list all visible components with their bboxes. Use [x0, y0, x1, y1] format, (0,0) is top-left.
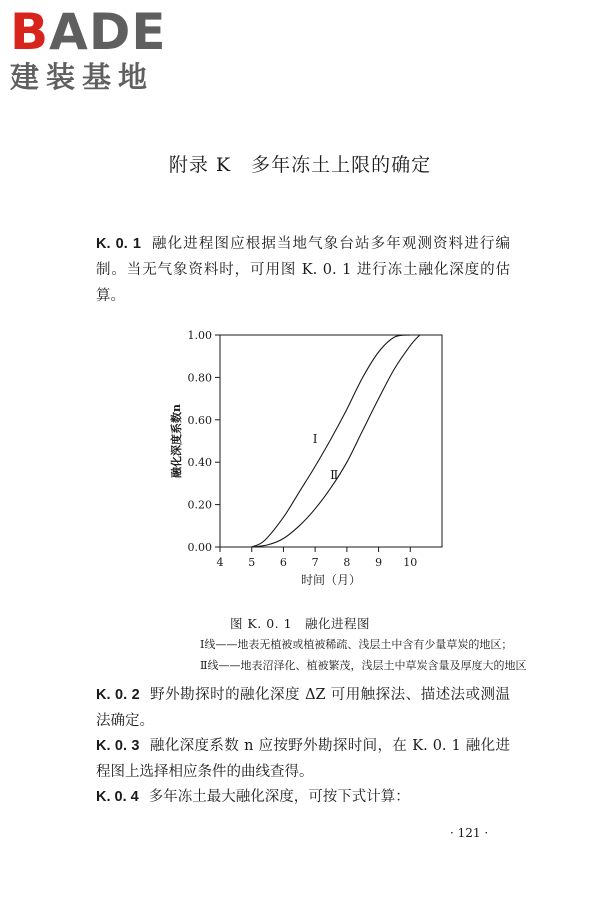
y-axis — [188, 329, 221, 554]
clause-k03 — [96, 733, 510, 785]
clause-k02 — [96, 682, 510, 734]
clause-text: 融化深度系数 n 应按野外勘探时间，在 K. 0. 1 融化进程图上选择相应条件的曲线查得。 — [96, 738, 510, 780]
series-group — [252, 335, 420, 547]
appendix-title: 附录 K 多年冻土上限的确定 — [168, 154, 432, 176]
clause-text: 野外勘探时的融化深度 ΔZ 可用触探法、描述法或测温法确定。 — [96, 687, 511, 729]
y-tick-label: 0.00 — [187, 541, 212, 554]
legend-note-line-1: Ⅰ线——地表无植被或植被稀疏、浅层土中含有少量草炭的地区； — [200, 638, 513, 651]
legend-note-line-2: Ⅱ线——地表沼泽化、植被繁茂，浅层土中草炭含量及厚度大的地区 — [200, 659, 527, 672]
curve-label: Ⅰ — [312, 432, 318, 447]
clause-k04 — [96, 784, 510, 810]
x-axis — [217, 547, 418, 569]
clause-k01 — [96, 231, 510, 309]
clause-number: K. 0. 2 — [96, 687, 140, 703]
annotation-group — [313, 432, 338, 482]
series-line-2 — [252, 335, 420, 547]
thaw-progress-chart — [166, 322, 456, 594]
clause-text: 多年冻土最大融化深度，可按下式计算： — [148, 789, 410, 805]
bade-logo — [10, 3, 180, 94]
clause-text: 融化进程图应根据当地气象台站多年观测资料进行编制。当无气象资料时，可用图 K. 0. 1 进行冻土融化深度的估算。 — [96, 236, 510, 304]
x-tick-label: 8 — [343, 556, 351, 569]
series-line-1 — [252, 335, 411, 547]
x-tick-label: 10 — [403, 556, 418, 569]
logo-wordmark: BADE — [10, 3, 167, 61]
page-number: · 121 · — [450, 826, 489, 840]
x-tick-label: 9 — [375, 556, 383, 569]
figure-caption: 图 K. 0. 1 融化进程图 — [229, 616, 371, 631]
y-tick-label: 0.20 — [187, 498, 212, 512]
x-tick-label: 4 — [216, 556, 224, 569]
x-axis-label: 时间（月） — [300, 573, 362, 587]
y-axis-label: 融化深度系数n — [170, 404, 183, 478]
y-tick-label: 0.40 — [187, 456, 212, 470]
y-tick-label: 0.80 — [187, 371, 212, 385]
x-tick-label: 7 — [311, 556, 319, 569]
logo-subtitle: 建装基地 — [10, 60, 155, 94]
x-tick-label: 6 — [279, 556, 287, 569]
curve-label: Ⅱ — [330, 468, 339, 483]
y-tick-label: 0.60 — [187, 413, 212, 427]
plot-frame — [220, 335, 442, 547]
clause-number: K. 0. 4 — [96, 789, 139, 805]
x-tick-label: 5 — [248, 556, 256, 569]
clause-number: K. 0. 3 — [96, 738, 140, 754]
clause-number: K. 0. 1 — [96, 236, 141, 252]
y-tick-label: 1.00 — [187, 329, 212, 342]
